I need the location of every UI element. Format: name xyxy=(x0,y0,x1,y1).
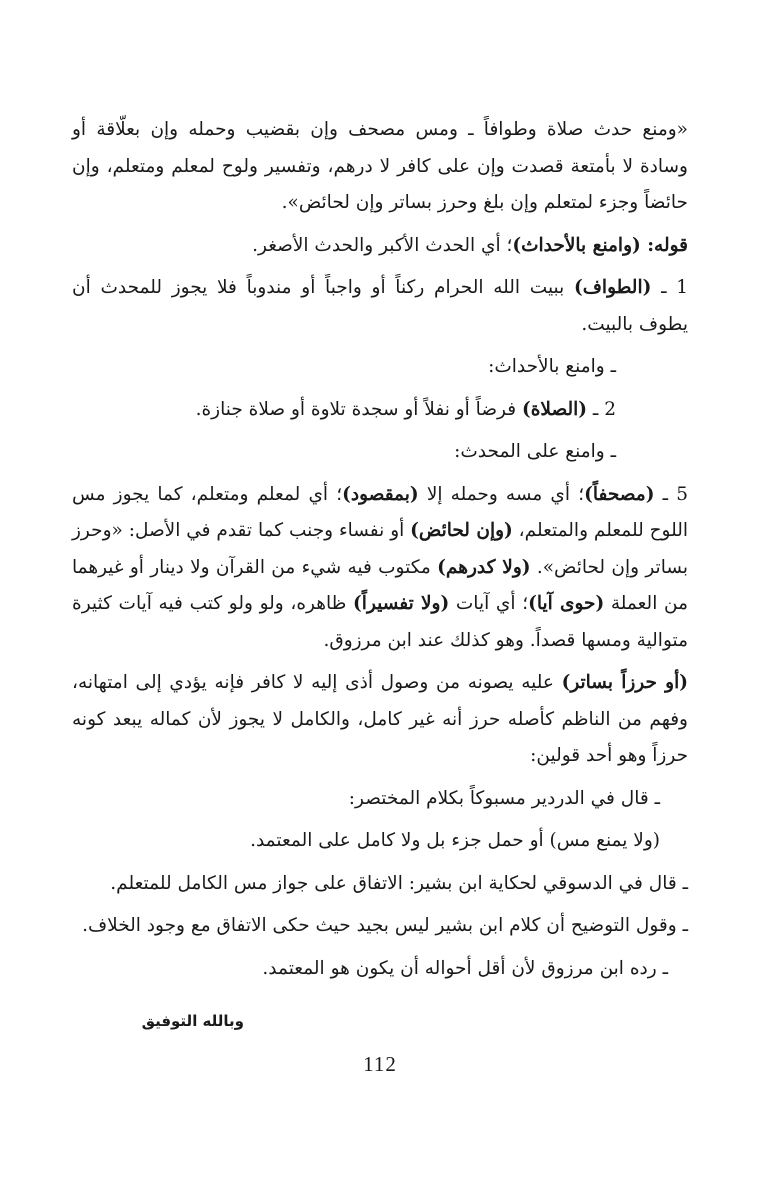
paragraph-hirz: (أو حرزاً بساتر) عليه يصونه من وصول أذى إليه لا كافر فإنه يؤدي إلى امتهانه، وفهم من الناظم كأصله حرز أنه غير كامل، والكامل لا يجوز لأن كماله يبعد كونه حرزاً وهو أحد قولين: xyxy=(72,672,689,766)
page-body xyxy=(72,112,688,987)
paragraph-dusuqi: ـ قال في الدسوقي لحكاية ابن بشير: الاتفاق على جواز مس الكامل للمتعلم. xyxy=(110,872,688,894)
page-number: 112 xyxy=(363,1052,397,1076)
paragraph-mushaf: 5 ـ (مصحفاً)؛ أي مسه وحمله إلا (بمقصود)؛ أي لمعلم ومتعلم، كما يجوز مس اللوح للمعلم والمتعلم، (وإن لحائض) أو نفساء وجنب كما تقدم في الأصل: «وحرز بساتر وإن لحائض». (ولا كدرهم) مكتوب فيه شيء من القرآن ولا دينار أو غيرهما من العملة (حوى آيا)؛ أي آيات (ولا تفسيراً) ظاهره، ولو ولو كتب فيه آيات كثيرة متوالية ومسها قصداً. وهو كذلك عند ابن مرزوق. xyxy=(72,483,688,651)
paragraph-la-yumna: (ولا يمنع مس) أو حمل جزء بل ولا كامل على المعتمد. xyxy=(250,830,660,851)
paragraph-dardir: ـ قال في الدردير مسبوكاً بكلام المختصر: xyxy=(348,787,660,809)
paragraph-quote: «ومنع حدث صلاة وطوافاً ـ ومس مصحف وإن بقضيب وحمله وإن بعلّاقة أو وسادة لا بأمتعة قصدت وإن على كافر لا درهم، وتفسير ولوح لمعلم ومتعلم، وإن حائضاً وجزء لمتعلم وإن بلغ وحرز بساتر وإن لحائض». xyxy=(72,119,688,213)
paragraph-tawdih: ـ وقول التوضيح أن كلام ابن بشير ليس بجيد حيث حكى الاتفاق مع وجود الخلاف. xyxy=(82,915,688,936)
paragraph-bullet-muhdith: ـ وامنع على المحدث: xyxy=(454,441,616,462)
paragraph-qawluhu: قوله: (وامنع بالأحداث)؛ أي الحدث الأكبر والحدث الأصغر. xyxy=(252,234,688,256)
paragraph-salah: 2 ـ (الصلاة) فرضاً أو نفلاً أو سجدة تلاوة أو صلاة جنازة. xyxy=(195,398,616,420)
paragraph-marzuq: ـ رده ابن مرزوق لأن أقل أحواله أن يكون هو المعتمد. xyxy=(262,957,668,979)
paragraph-tawaf: 1 ـ (الطواف) ببيت الله الحرام ركناً أو واجباً أو مندوباً فلا يجوز للمحدث أن يطوف بالبيت. xyxy=(72,277,688,335)
paragraph-bullet-ahdath: ـ وامنع بالأحداث: xyxy=(488,356,616,377)
closing-phrase: وبالله التوفيق xyxy=(141,1012,244,1030)
